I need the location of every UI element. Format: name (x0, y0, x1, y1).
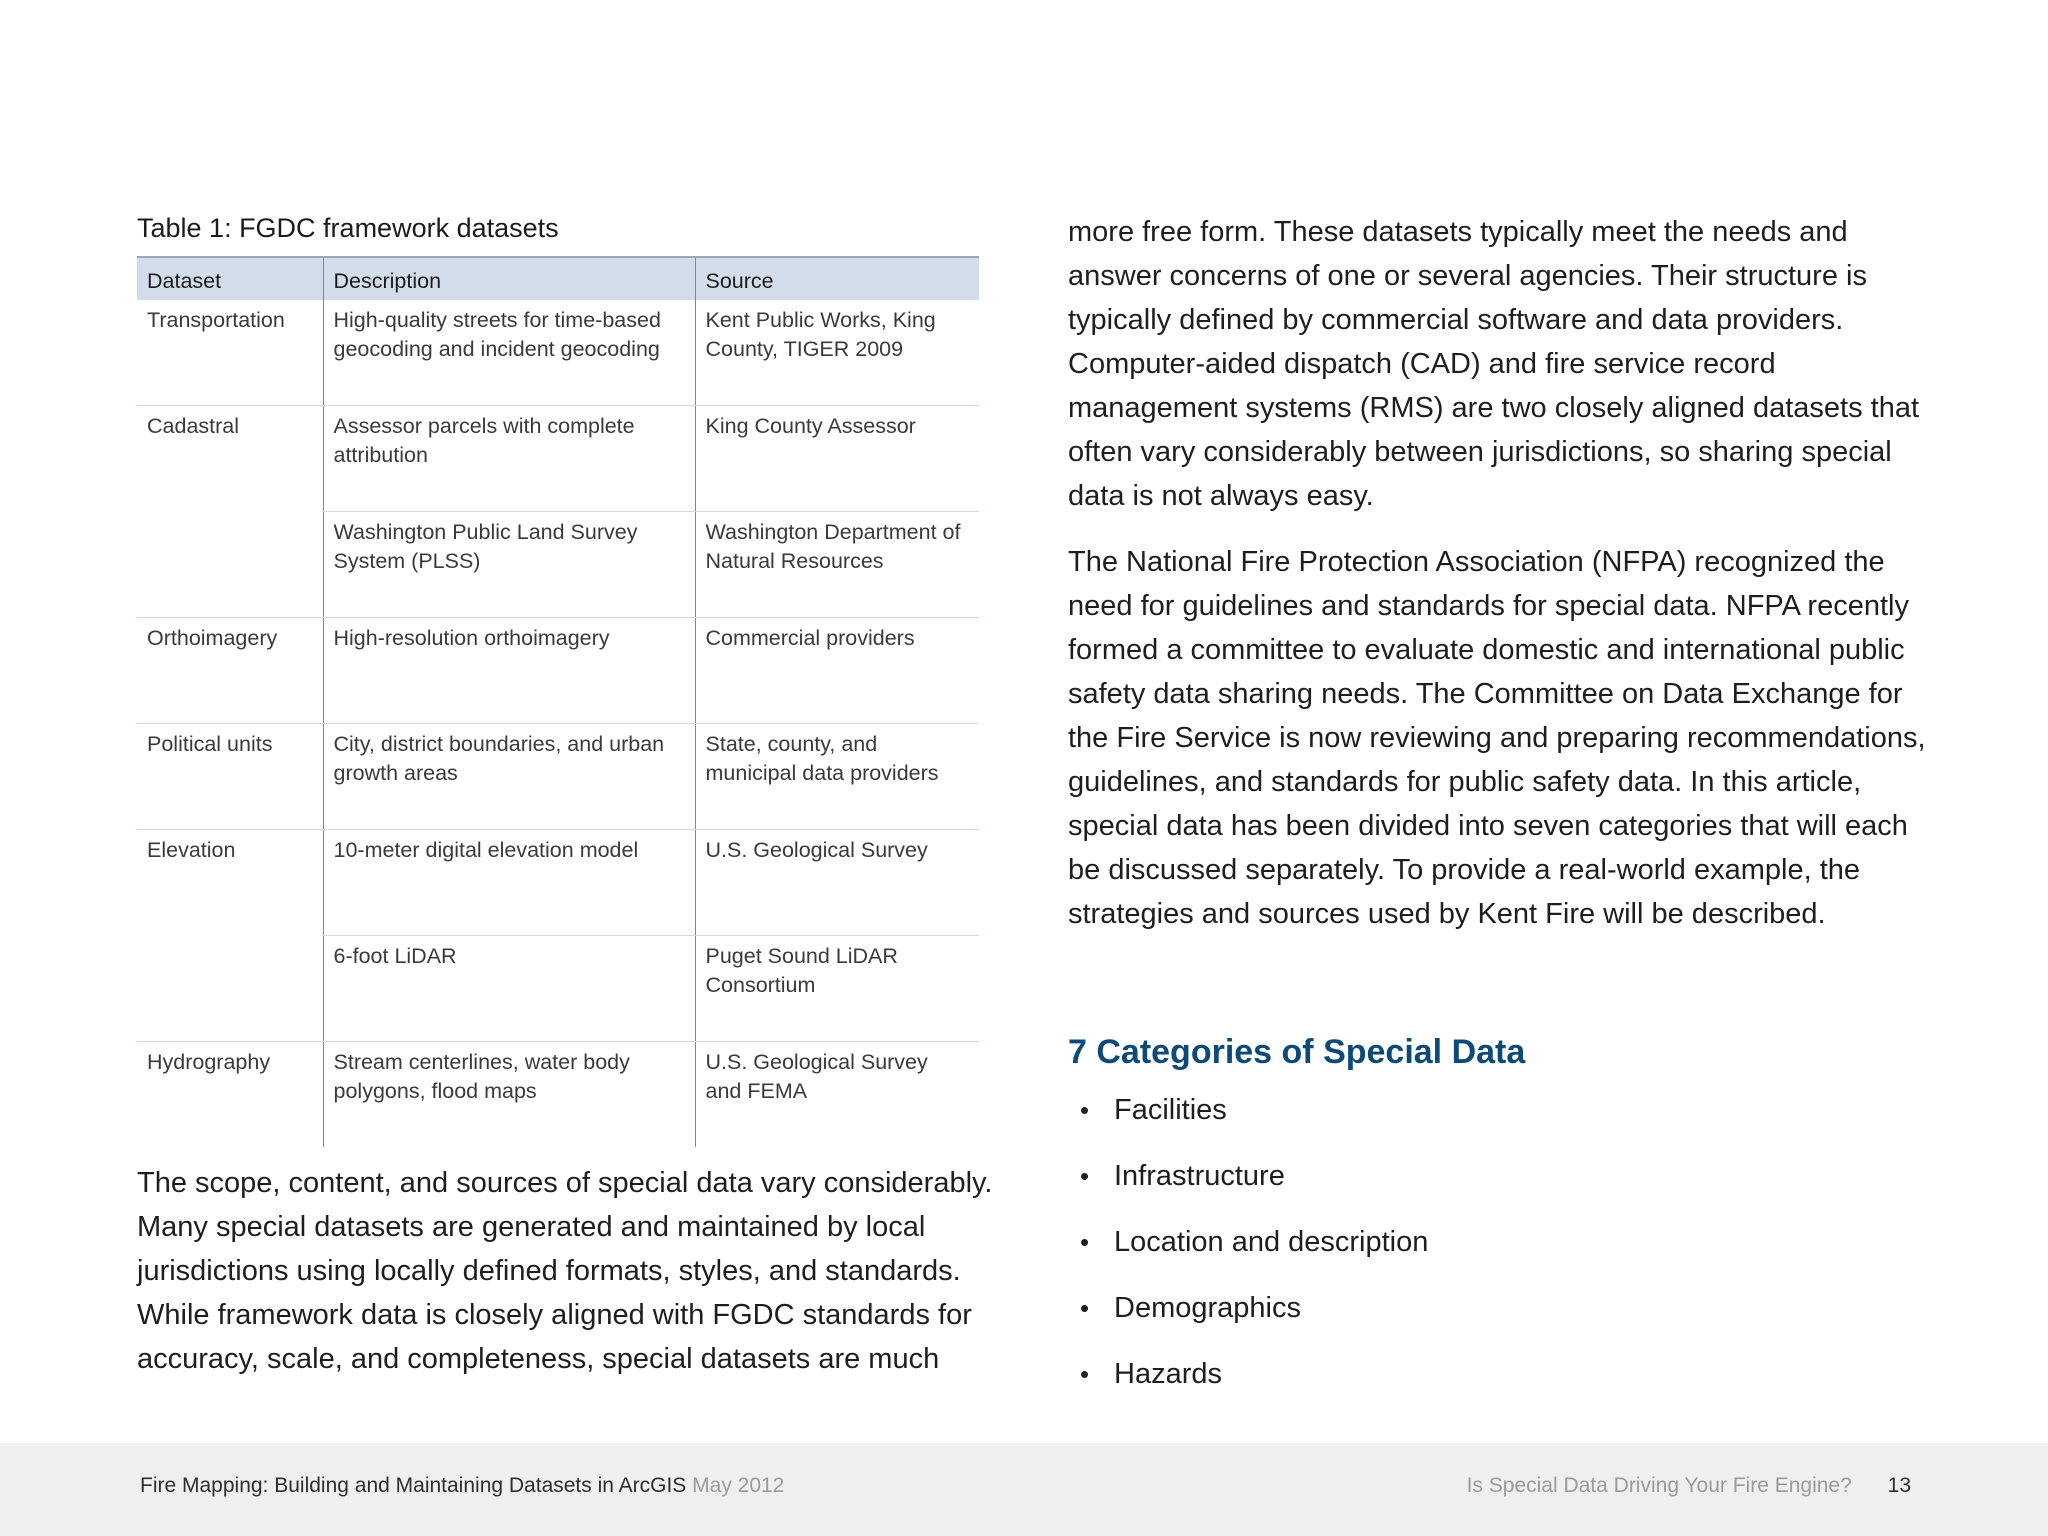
column-header-dataset: Dataset (137, 257, 323, 300)
table-caption: Table 1: FGDC framework datasets (137, 213, 559, 243)
source-cell: Washington Department of Natural Resources (695, 512, 979, 618)
dataset-cell: Orthoimagery (137, 618, 323, 724)
list-item-label: Hazards (1114, 1358, 1222, 1390)
table-row (137, 406, 979, 512)
description-cell: High-resolution orthoimagery (323, 618, 695, 724)
table-row (137, 724, 979, 830)
categories-list (1068, 1088, 1428, 1418)
fgdc-framework-table (137, 256, 979, 1147)
section-heading: 7 Categories of Special Data (1068, 1033, 1526, 1071)
footer-section-info (1467, 1474, 1911, 1498)
list-item (1068, 1286, 1428, 1352)
table-row (137, 300, 979, 406)
publication-date: May 2012 (692, 1474, 785, 1497)
dataset-cell: Political units (137, 724, 323, 830)
description-cell: City, district boundaries, and urban growth areas (323, 724, 695, 830)
source-cell: Puget Sound LiDAR Consortium (695, 936, 979, 1042)
bullet-icon: • (1080, 1227, 1090, 1257)
list-item (1068, 1154, 1428, 1220)
body-paragraph-left: The scope, content, and sources of special data vary considerably. Many special datasets are generated and maintained by local jurisdictions using locally defined formats, styles, and standards. While framework data is closely aligned with FGDC standards for accuracy, scale, and completeness, special datasets are much (137, 1167, 993, 1375)
dataset-cell: Cadastral (137, 406, 323, 618)
list-item-label: Infrastructure (1114, 1160, 1285, 1192)
bullet-icon: • (1080, 1095, 1090, 1125)
list-item-label: Location and description (1114, 1226, 1429, 1258)
page-number: 13 (1887, 1474, 1911, 1497)
page-footer (0, 1443, 2048, 1536)
list-item (1068, 1088, 1428, 1154)
dataset-cell: Elevation (137, 830, 323, 1042)
source-cell: U.S. Geological Survey (695, 830, 979, 936)
body-paragraph: more free form. These datasets typically meet the needs and answer concerns of one or several agencies. Their structure is typically defined by commercial software and data providers. Computer-aided dispatch (CAD) and fire service record management systems (RMS) are two closely aligned datasets that often vary considerably between jurisdictions, so sharing special data is not always easy. (1068, 216, 1920, 512)
description-cell: Assessor parcels with complete attribution (323, 406, 695, 512)
source-cell: King County Assessor (695, 406, 979, 512)
description-cell: 6-foot LiDAR (323, 936, 695, 1042)
publication-title: Fire Mapping: Building and Maintaining Datasets in ArcGIS (140, 1474, 687, 1497)
table-section (137, 210, 979, 1147)
description-cell: High-quality streets for time-based geocoding and incident geocoding (323, 300, 695, 406)
description-cell: Washington Public Land Survey System (PLSS) (323, 512, 695, 618)
list-item-label: Demographics (1114, 1292, 1301, 1324)
dataset-cell: Hydrography (147, 1050, 271, 1074)
description-cell: 10-meter digital elevation model (323, 830, 695, 936)
table-header-row (137, 257, 979, 300)
bullet-icon: • (1080, 1293, 1090, 1323)
right-column (1068, 210, 1928, 936)
column-header-source: Source (695, 257, 979, 300)
list-item-label: Facilities (1114, 1094, 1227, 1126)
body-paragraph: The National Fire Protection Association (NFPA) recognized the need for guidelines and standards for special data. NFPA recently formed a committee to evaluate domestic and international public safety data sharing needs. The Committee on Data Exchange for the Fire Service is now reviewing and preparing recommendations, guidelines, and standards for public safety data. In this article, special data has been divided into seven categories that will each be discussed separately. To provide a real-world example, the strategies and sources used by Kent Fire will be described. (1068, 546, 1926, 930)
description-cell: Stream centerlines, water body polygons, flood maps (323, 1042, 695, 1148)
table-row (137, 618, 979, 724)
source-cell: U.S. Geological Survey and FEMA (695, 1042, 979, 1148)
bullet-icon: • (1080, 1359, 1090, 1389)
table-row (137, 1042, 979, 1148)
list-item (1068, 1352, 1428, 1418)
source-cell: Commercial providers (695, 618, 979, 724)
dataset-cell: Transportation (137, 300, 323, 406)
section-title: Is Special Data Driving Your Fire Engine? (1466, 1474, 1852, 1497)
list-item (1068, 1220, 1428, 1286)
source-cell: Kent Public Works, King County, TIGER 2009 (695, 300, 979, 406)
column-header-description: Description (323, 257, 695, 300)
footer-publication (140, 1474, 784, 1498)
source-cell: State, county, and municipal data providers (695, 724, 979, 830)
bullet-icon: • (1080, 1161, 1090, 1191)
table-row (137, 830, 979, 936)
